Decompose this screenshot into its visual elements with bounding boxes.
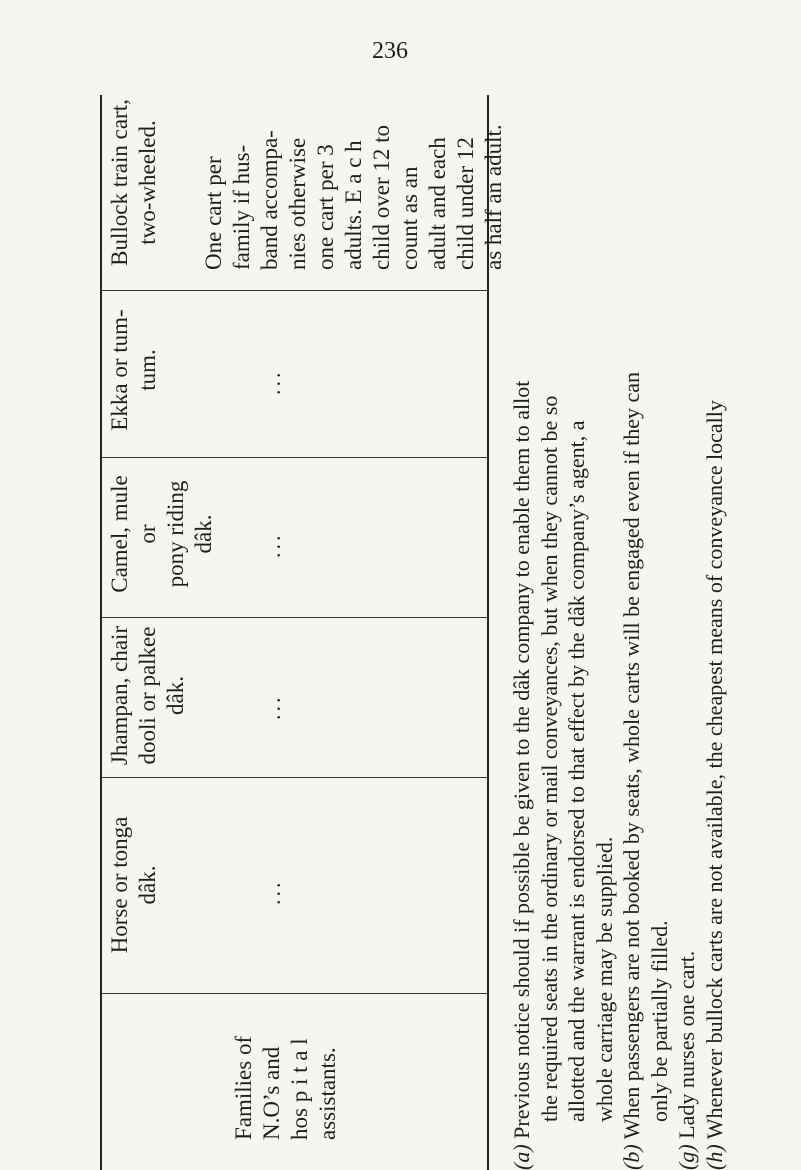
column-divider [102, 993, 487, 994]
column-header-camel: Camel, mule or pony riding dâk. [107, 475, 216, 593]
rotated-page-content [100, 90, 800, 1170]
column-header-bullock-cart: Bullock train cart, two-wheeled. [107, 99, 160, 266]
column-divider [102, 457, 487, 458]
horse-tonga-value: ... [260, 879, 285, 905]
column-divider [102, 617, 487, 618]
footnote-line: allotted and the warrant is endorsed to that effect by the dâk company’s agent, a [564, 420, 589, 1122]
footnote-line: the required seats in the ordinary or mail conveyances, but when they cannot be so [536, 395, 562, 1122]
footnote-b [618, 95, 646, 1170]
column-divider [102, 777, 487, 778]
footnote-line: only be partially filled. [646, 920, 672, 1122]
column-header-jhampan: Jhampan, chair dooli or palkee dâk. [107, 625, 188, 766]
ekka-value: ... [260, 369, 285, 395]
footnotes [508, 95, 728, 1170]
footnote-line: Lady nurses one cart. [674, 950, 699, 1139]
camel-value: ... [260, 532, 285, 558]
page-number: 236 [372, 38, 408, 64]
footnote-tag: (g) [674, 1144, 699, 1170]
footnote-tag: (a) [509, 1144, 534, 1170]
footnote-h [701, 95, 729, 1170]
bullock-cart-rule: One cart per family if hus- band accompa- nies otherwise one cart per 3 adults. E a c h child over 12 to count as an adult and each child under 12 as half an adult. [201, 124, 506, 270]
footnote-line: whole carriage may be supplied. [591, 836, 617, 1122]
table-top-rule [100, 95, 102, 1170]
families-category: Families of N.O’s and hos p i t a l assistants. [231, 1035, 340, 1140]
footnote-g [673, 95, 701, 1170]
column-divider [102, 290, 487, 291]
footnote-tag: (b) [619, 1144, 644, 1170]
footnote-tag: (h) [701, 1144, 727, 1170]
conveyance-table [100, 90, 506, 1170]
column-header-ekka: Ekka or tum- tum. [107, 309, 160, 431]
footnote-a [508, 95, 536, 1170]
footnote-line: Previous notice should if possible be given to the dâk company to enable them to allot [509, 380, 534, 1139]
footnote-line: When passengers are not booked by seats, whole carts will be engaged even if they can [619, 371, 644, 1140]
jhampan-value: ... [260, 694, 285, 720]
footnote-line: Whenever bullock carts are not available, the cheapest means of conveyance locally [701, 400, 727, 1140]
column-header-horse-tonga: Horse or tonga dâk. [107, 816, 160, 954]
